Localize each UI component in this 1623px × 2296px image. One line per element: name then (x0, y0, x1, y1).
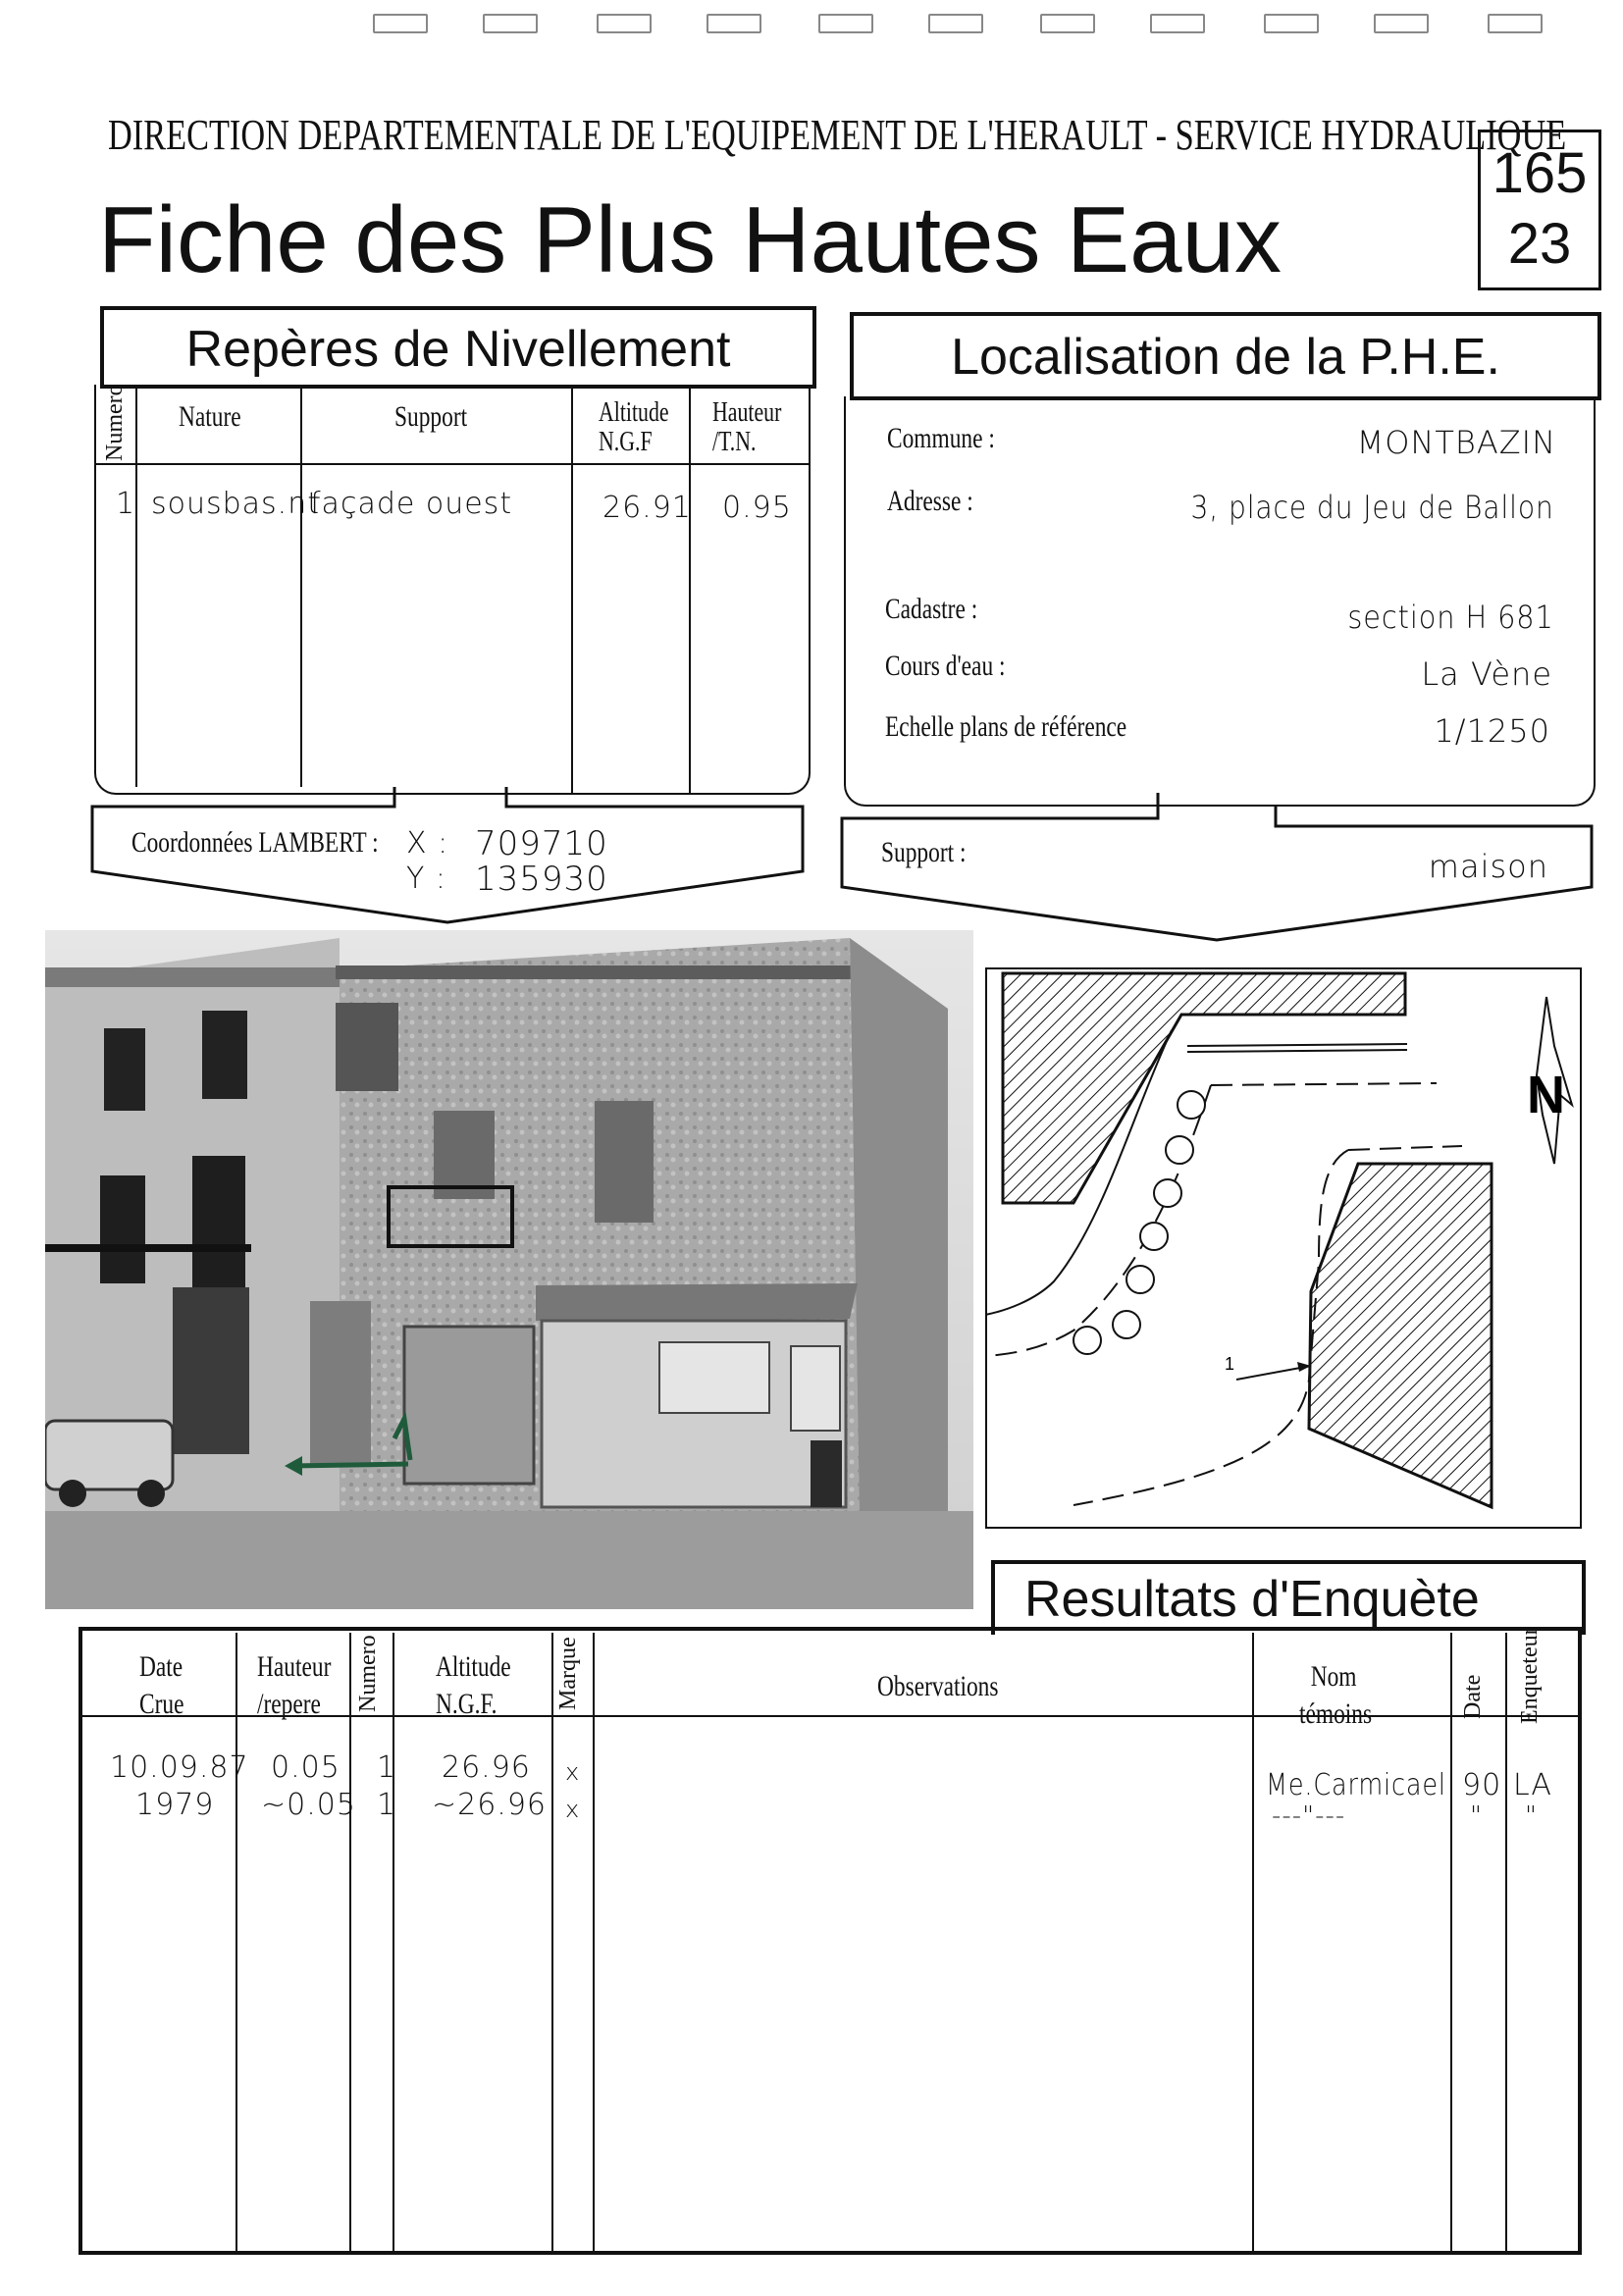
direction-line: DIRECTION DEPARTEMENTALE DE L'EQUIPEMENT DE L'HERAULT - SERVICE HYDRAULIQUE (108, 111, 1567, 159)
col-hauteur: Hauteur /T.N. (712, 397, 782, 457)
y-value: 135930 (475, 860, 608, 899)
reperes-row-altitude: 26.91 (602, 491, 692, 525)
row1-date-crue: 10.09.87 (110, 1750, 249, 1785)
col-nom-temoins: Nom témoins (1299, 1660, 1373, 1730)
cours-eau-label: Cours d'eau : (885, 650, 1006, 682)
cours-eau-value: La Vène (1421, 655, 1552, 693)
row1-nom: Me.Carmicael (1266, 1768, 1446, 1802)
col-date: Date (1460, 1674, 1486, 1719)
row1-marque: x (565, 1758, 581, 1786)
page-title: Fiche des Plus Hautes Eaux (98, 187, 1282, 292)
adresse-label: Adresse : (887, 485, 973, 517)
x-label: X : (406, 826, 449, 861)
support-value: maison (1428, 848, 1548, 885)
row2-altitude: ~26.96 (432, 1788, 548, 1822)
col-observations: Observations (877, 1670, 999, 1702)
resultats-title-box (991, 1560, 1586, 1635)
reperes-row-nature: sousbas.nt (151, 487, 320, 521)
col-enqueteur: Enqueteur (1517, 1627, 1543, 1725)
cadastre-label: Cadastre : (885, 593, 978, 625)
row2-date-crue: 1979 (135, 1788, 215, 1822)
col-nature: Nature (179, 400, 241, 433)
coordinates-label: Coordonnées LAMBERT : (131, 826, 379, 859)
row2-date: " (1470, 1801, 1483, 1831)
support-label: Support : (881, 836, 967, 868)
col-altitude: Altitude N.G.F (599, 397, 669, 457)
col-altitude-res: Altitude N.G.F. (436, 1650, 511, 1720)
row1-enqueteur: LA (1513, 1768, 1552, 1802)
reperes-table-frame (94, 385, 811, 795)
reference-bottom: 23 (1507, 212, 1572, 276)
localisation-title-box (850, 312, 1601, 400)
localisation-title: Localisation de la P.H.E. (951, 329, 1500, 386)
row1-numero: 1 (377, 1750, 397, 1785)
reperes-row-hauteur: 0.95 (722, 491, 792, 525)
col-marque: Marque (555, 1637, 581, 1711)
adresse-value: 3, place du Jeu de Ballon (1190, 489, 1554, 526)
echelle-value: 1/1250 (1434, 712, 1550, 750)
commune-label: Commune : (887, 422, 995, 454)
row2-nom: ---"--- (1272, 1801, 1346, 1831)
col-numero: Numero (102, 384, 128, 461)
row1-altitude: 26.96 (442, 1750, 531, 1785)
map-sketch (985, 967, 1582, 1529)
reference-box (1478, 130, 1601, 290)
row2-enqueteur: " (1525, 1801, 1538, 1831)
row1-hauteur: 0.05 (271, 1750, 340, 1785)
reperes-row-numero: 1 (116, 487, 136, 521)
row1-date: 90 (1462, 1768, 1502, 1802)
x-value: 709710 (475, 824, 608, 863)
building-photo (45, 930, 973, 1609)
reference-top: 165 (1492, 141, 1588, 205)
col-support: Support (394, 400, 468, 433)
reperes-row-support: façade ouest (310, 487, 513, 521)
row2-hauteur: ~0.05 (261, 1788, 356, 1822)
reperes-title-box (100, 306, 816, 389)
col-hauteur-repere: Hauteur /repere (257, 1650, 332, 1720)
cadastre-value: section H 681 (1347, 599, 1554, 636)
col-numero-res: Numero (355, 1635, 381, 1713)
echelle-label: Echelle plans de référence (885, 710, 1127, 743)
reperes-title: Repères de Nivellement (185, 321, 731, 378)
map-marker-label: 1 (1225, 1354, 1235, 1374)
resultats-title: Resultats d'Enquète (1024, 1571, 1480, 1628)
y-label: Y : (406, 861, 446, 896)
commune-value: MONTBAZIN (1356, 424, 1556, 461)
north-label: N (1527, 1066, 1565, 1124)
col-date-crue: Date Crue (139, 1650, 184, 1720)
row2-marque: x (565, 1796, 581, 1823)
row2-numero: 1 (377, 1788, 397, 1822)
